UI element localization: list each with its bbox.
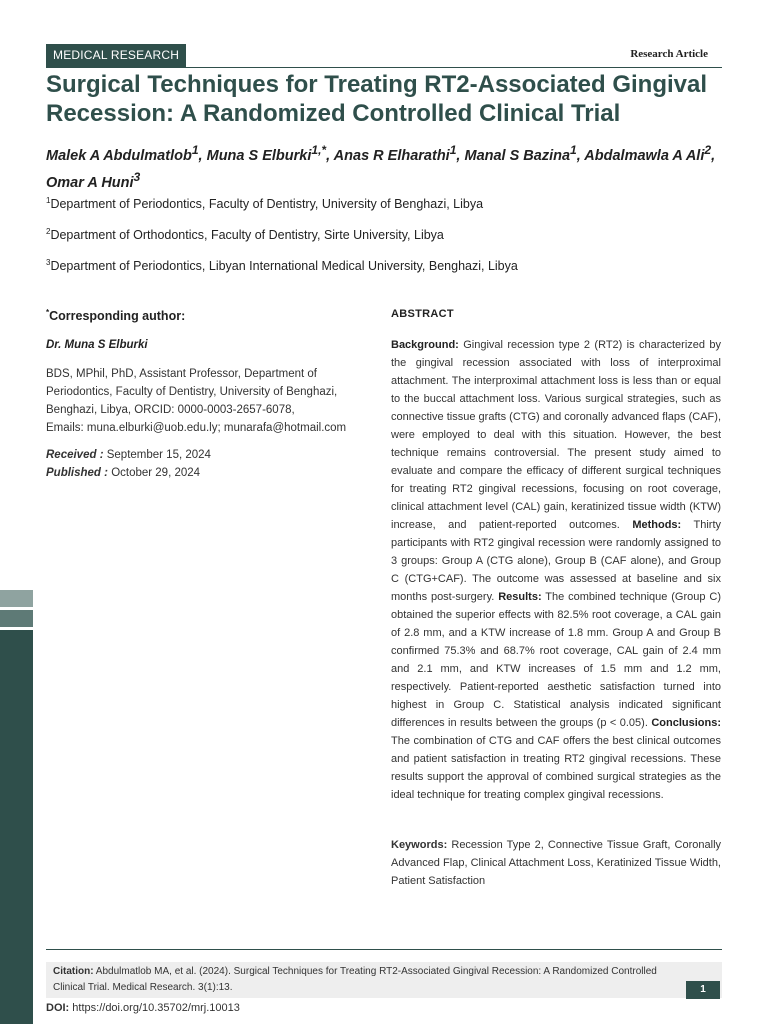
abstract-body: Background: Gingival recession type 2 (RT2) is characterized by the gingival recession associated with loss of interproximal attachment. The interproximal attachment loss is less than or equal to the buccal attachment loss. Various surgical strategies, such as connective tissue grafts (CTG) and coronally advanced flaps (CAF), were employed to deal with this situation. However, the best technique remains controversial. The present study aimed to evaluate and compare the efficacy of different surgical techniques for treating RT2 gingival recessions, focusing on root coverage, clinical attachment level (CAL) gain, keratinized tissue width (KTW) increase, and patient-reported outcomes. Methods: Thirty participants with RT2 gingival recession were randomly assigned to 3 groups: Group A (CTG alone), Group B (CAF alone), and Group C (CTG+CAF). The outcome was assessed at baseline and six months post-surgery. Results: The combined technique (Group C) obtained the superior effects with 82.5% root coverage, a CAL gain of 2.8 mm, and a KTW increase of 1.8 mm. Group A and Group B confirmed 75.3% and 68.7% root coverage, CAL gain of 2.4 mm and 2.1 mm, and KTW increases of 1.5 mm and 1.2 mm, respectively. Patient-reported aesthetic satisfaction turned into highest in Group C. Statistical analysis indicated significant differences in results between the groups (p < 0.05). Conclusions: The combination of CTG and CAF offers the best clinical outcomes and patient satisfaction in treating RT2 gingival recessions. These results support the approval of combined surgical strategies as the ideal technique for treating complex gingival recessions. [391,339,722,801]
article-title: Surgical Techniques for Treating RT2-Associated Gingival Recession: A Randomized Controlled Clinical Trial [46,71,708,127]
abstract-heading: ABSTRACT [391,308,454,320]
corresponding-author-heading: *Corresponding author: [46,308,186,324]
author-sup: 1 [449,143,457,157]
author-name: Omar A Huni [46,174,134,191]
affiliation-3: $^3$Department of Periodontics, Libyan International Medical University, Benghazi, Libya [46,258,518,274]
affiliation-1: $^1$Department of Periodontics, Faculty of Dentistry, University of Benghazi, Libya [46,196,484,212]
publication-dates [46,446,211,482]
author-sup: 3 [133,169,141,184]
author-sup: 2 [704,143,712,157]
affiliation-2: $^2$Department of Orthodontics, Faculty of Dentistry, Sirte University, Libya [46,227,444,243]
corresponding-author-details: BDS, MPhil, PhD, Assistant Professor, Department of Periodontics, Faculty of Dentistry, University of Benghazi, Benghazi, Libya, ORCID: 0000-0003-2657-6078, Emails: muna.elburki@uob.edu.ly; munarafa@hotmail.com [46,368,347,434]
corresponding-author-name: Dr. Muna S Elburki [46,339,148,351]
corresponding-author-emails: Emails: muna.elburki@uob.edu.ly; munarafa@hotmail.com [46,422,347,434]
author-sup: 1,* [311,143,327,157]
side-bar [0,630,33,1024]
journal-section-badge: MEDICAL RESEARCH [46,44,186,67]
article-type-label: Research Article [630,48,708,60]
footer-divider [46,949,722,950]
received-label: Received : [46,449,104,461]
author-name: Manal S Bazina [464,147,571,164]
page-number: 1 [686,981,720,999]
author-sup: 1 [570,143,577,157]
abstract-results: The combined technique (Group C) obtained the superior effects with 82.5% root coverage, a CAL gain of 2.8 mm, and a KTW increase of 1.8 mm. Group A and Group B confirmed 75.3% and 68.7% root coverage, CAL gain of 2.4 mm and 2.1 mm, and KTW increases of 1.5 mm and 1.2 mm, respectively. Patient-reported aesthetic satisfaction turned into highest in Group C. Statistical analysis indicated significant differences in results between the groups (p < 0.05). [391,591,721,729]
published-label: Published : [46,467,108,479]
abstract-methods: Thirty participants with RT2 gingival recession were randomly assigned to 3 groups: Group A (CTG alone), Group B (CAF alone), and Group C (CTG+CAF). The outcome was assessed at baseline and six months post-surgery. [391,519,722,603]
author-name: Malek A Abdulmatlob [46,147,192,164]
side-tab-light [0,590,33,607]
side-tab-mid [0,610,33,627]
author-list: Malek A Abdulmatlob$^1$, Muna S Elburki$^{1,*}$, Anas R Elharathi$^1$, Manal S Bazina$^1$, Abdalmawla A Ali$^2$, Omar A Huni$^3$ [46,143,716,191]
author-name: Anas R Elharathi [333,147,450,164]
abstract-conclusions: The combination of CTG and CAF offers the best clinical outcomes and patient satisfaction in treating RT2 gingival recessions. These results support the approval of combined surgical strategies as the ideal technique for treating complex gingival recessions. [391,735,721,801]
abstract-background: Gingival recession type 2 (RT2) is characterized by the gingival recession associated with loss of interproximal attachment. The interproximal attachment loss is less than or equal to the buccal attachment loss. Various surgical strategies, such as connective tissue grafts (CTG) and coronally advanced flaps (CAF), were employed to deal with this situation. However, the best technique remains controversial. The present study aimed to evaluate and compare the efficacy of different surgical techniques for treating RT2 gingival recessions, focusing on root coverage, clinical attachment level (CAL) gain, keratinized tissue width (KTW) increase, and patient-reported outcomes. [391,339,722,531]
author-name: Abdalmawla A Ali [584,147,705,164]
doi-line: DOI: https://doi.org/10.35702/mrj.10013 [46,1002,240,1014]
author-sup: 1 [191,143,199,157]
keywords: Keywords: Recession Type 2, Connective Tissue Graft, Coronally Advanced Flap, Clinical Attachment Loss, Keratinized Tissue Width, Patient Satisfaction [391,839,722,887]
doi-link[interactable]: https://doi.org/10.35702/mrj.10013 [72,1002,240,1014]
author-name: Muna S Elburki [206,147,312,164]
citation-box: Citation: Abdulmatlob MA, et al. (2024). Surgical Techniques for Treating RT2-Associated Gingival Recession: A Randomized Controlled Clinical Trial. Medical Research. 3(1):13. [46,962,722,998]
header-divider [46,67,722,68]
received-date: September 15, 2024 [106,449,211,461]
published-date: October 29, 2024 [111,467,201,479]
